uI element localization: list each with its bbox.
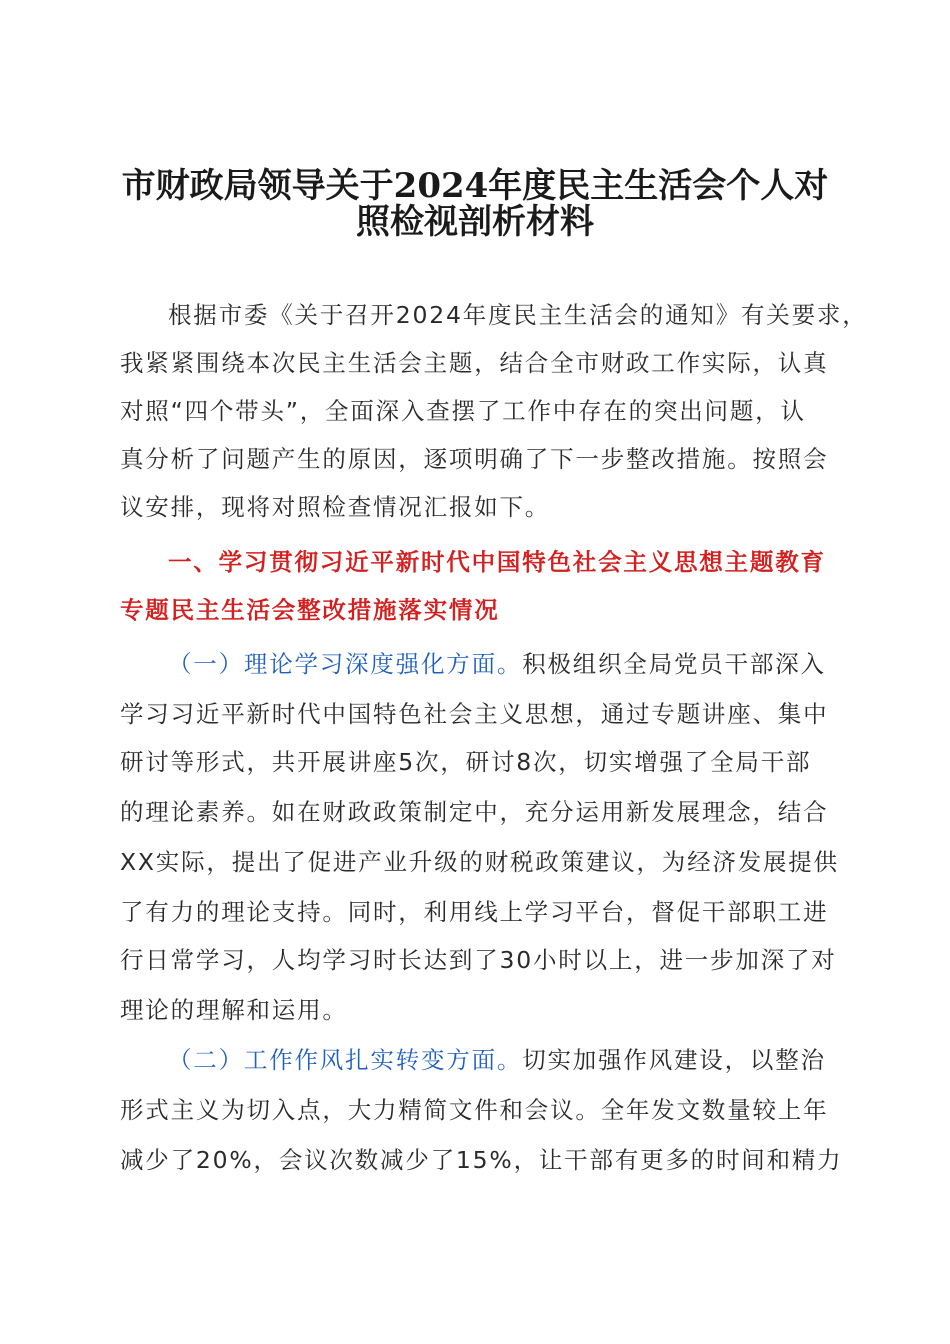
section-1-heading-line-1: 一、学习贯彻习近平新时代中国特色社会主义思想主题教育 xyxy=(168,548,826,576)
intro-line-5: 议安排，现将对照检查情况汇报如下。 xyxy=(120,493,551,521)
subsection-2-line-2: 形式主义为切入点，大力精简文件和会议。全年发文数量较上年 xyxy=(120,1096,829,1124)
subsection-2-line-3: 减少了20%，会议次数减少了15%，让干部有更多的时间和精力 xyxy=(120,1146,843,1174)
intro-line-4: 真分析了问题产生的原因，逐项明确了下一步整改措施。按照会 xyxy=(120,445,829,473)
subsection-1-line-7: 行日常学习，人均学习时长达到了30小时以上，进一步加深了对 xyxy=(120,946,837,974)
intro-line-2: 我紧紧围绕本次民主生活会主题，结合全市财政工作实际，认真 xyxy=(120,349,829,377)
intro-line-3: 对照“四个带头”，全面深入查摆了工作中存在的突出问题，认 xyxy=(120,397,806,425)
subsection-1-line-5: XX实际，提出了促进产业升级的财税政策建议，为经济发展提供 xyxy=(120,848,839,876)
subsection-1-first-line xyxy=(168,647,848,681)
subsection-1-heading: （一）理论学习深度强化方面。 xyxy=(168,650,523,678)
section-1-heading-line-2: 专题民主生活会整改措施落实情况 xyxy=(120,596,500,624)
subsection-2-heading: （二）工作作风扎实转变方面。 xyxy=(168,1046,523,1074)
subsection-2-first-line-text: 切实加强作风建设，以整治 xyxy=(522,1046,826,1074)
subsection-1-line-3: 研讨等形式，共开展讲座5次，研讨8次，切实增强了全局干部 xyxy=(120,748,812,776)
document-title-line-1: 市财政局领导关于2024年度民主生活会个人对 xyxy=(121,166,829,206)
subsection-2-first-line xyxy=(168,1043,848,1077)
subsection-1-line-2: 学习习近平新时代中国特色社会主义思想，通过专题讲座、集中 xyxy=(120,700,829,728)
subsection-1-first-line-text: 积极组织全局党员干部深入 xyxy=(522,650,826,678)
document-title-line-2: 照检视剖析材料 xyxy=(356,202,594,242)
subsection-1-line-6: 了有力的理论支持。同时，利用线上学习平台，督促干部职工进 xyxy=(120,898,829,926)
subsection-1-line-4: 的理论素养。如在财政政策制定中，充分运用新发展理念，结合 xyxy=(120,798,829,826)
subsection-1-line-8: 理论的理解和运用。 xyxy=(120,996,348,1024)
intro-line-1: 根据市委《关于召开2024年度民主生活会的通知》有关要求， xyxy=(168,301,868,329)
